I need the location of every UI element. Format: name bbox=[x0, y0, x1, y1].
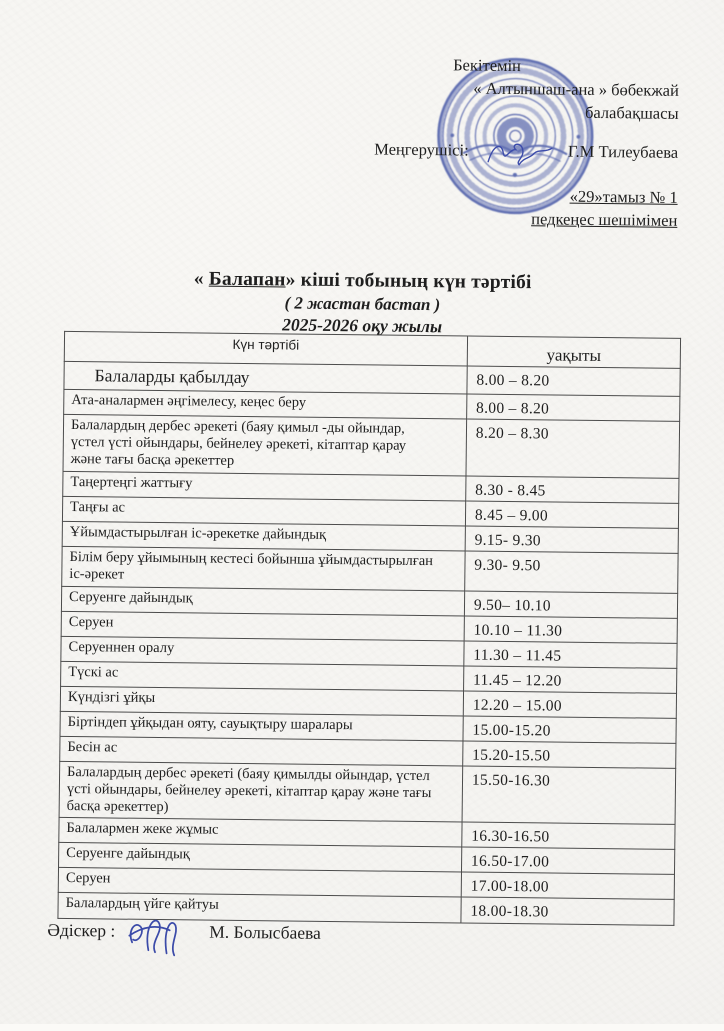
schedule-body bbox=[58, 361, 680, 924]
activity-cell: Балалардың дербес әрекеті (баяу қимыл -ды ойындар, үстел үсті ойындары, бейнелеу әрекеті, кітаптар қарау және тағы басқа әрекеттер bbox=[63, 415, 466, 476]
manager-signature bbox=[480, 138, 558, 169]
table-row bbox=[62, 546, 678, 593]
time-cell: 18.00-18.30 bbox=[461, 897, 674, 924]
table-row bbox=[59, 761, 676, 824]
time-cell: 10.10 – 11.30 bbox=[464, 616, 677, 643]
group-name: Балапан bbox=[208, 268, 286, 291]
methodist-signature-row bbox=[47, 920, 321, 944]
manager-label: Меңгерушісі: bbox=[374, 139, 469, 160]
time-cell: 17.00-18.00 bbox=[461, 872, 674, 899]
time-cell: 8.20 – 8.30 bbox=[466, 419, 680, 478]
school-year: 2025-2026 оқу жылы bbox=[282, 314, 443, 337]
time-cell: 8.00 – 8.20 bbox=[467, 366, 680, 397]
time-cell: 12.20 – 15.00 bbox=[463, 691, 676, 718]
time-cell: 11.30 – 11.45 bbox=[464, 641, 677, 668]
column-header-time: уақыты bbox=[467, 336, 680, 368]
table-row bbox=[63, 415, 680, 478]
time-cell: 8.30 - 8.45 bbox=[466, 476, 679, 503]
time-cell: 9.50– 10.10 bbox=[464, 591, 677, 618]
time-cell: 16.50-17.00 bbox=[461, 847, 674, 874]
org-name-line1: « Алтыншаш-ана » бөбекжай bbox=[473, 78, 679, 100]
time-cell: 15.20-15.50 bbox=[463, 741, 676, 768]
activity-cell: Түскі ас bbox=[61, 661, 464, 691]
council-decision-line: педкеңес шешімімен bbox=[531, 209, 678, 230]
manager-name: Г.М Тилеубаева bbox=[567, 141, 679, 163]
activity-cell: Ұйымдастырылған іс-әрекетке дайындық bbox=[62, 521, 465, 551]
activity-cell: Таңғы ас bbox=[62, 496, 465, 526]
column-header-activity: Күн тәртібі bbox=[64, 331, 467, 366]
methodist-label: Әдіскер : bbox=[47, 919, 116, 941]
time-cell: 9.30- 9.50 bbox=[465, 551, 679, 593]
time-cell: 16.30-16.50 bbox=[462, 822, 675, 849]
activity-cell: Біртіндеп ұйқыдан ояту, сауықтыру шаралары bbox=[60, 711, 463, 741]
activity-cell: Балалармен жеке жұмыс bbox=[59, 818, 462, 848]
daily-schedule-table bbox=[57, 331, 681, 925]
org-name-line2: балабақшасы bbox=[584, 102, 679, 123]
activity-cell: Серуенге дайындық bbox=[61, 586, 464, 616]
title-subtitle: ( 2 жастан бастап ) bbox=[284, 293, 441, 315]
time-cell: 15.50-16.30 bbox=[462, 766, 676, 825]
activity-cell: Ата-аналармен әңгімелесу, кеңес беру bbox=[64, 390, 467, 420]
activity-cell: Балаларды қабылдау bbox=[64, 361, 467, 394]
activity-cell: Серуен bbox=[61, 611, 464, 641]
activity-cell: Білім беру ұйымының кестесі бойынша ұйымдастырылған іс-әрекет bbox=[62, 546, 465, 590]
time-cell: 8.45 – 9.00 bbox=[465, 501, 678, 528]
approval-block bbox=[373, 53, 679, 232]
activity-cell: Серуен bbox=[58, 868, 461, 898]
time-cell: 9.15- 9.30 bbox=[465, 526, 678, 553]
protocol-line: «29»тамыз № 1 bbox=[569, 186, 678, 207]
activity-cell: Бесін ас bbox=[60, 736, 463, 766]
methodist-signature bbox=[125, 909, 186, 958]
time-cell: 15.00-15.20 bbox=[463, 716, 676, 743]
title-prefix: « bbox=[193, 268, 209, 290]
activity-cell: Балалардың дербес әрекеті (баяу қимылды ойындар, үстел үсті ойындары, бейнелеу әрекеті, кітаптар қарау және тағы басқа әрекеттер) bbox=[59, 761, 462, 822]
activity-cell: Серуеннен оралу bbox=[61, 636, 464, 666]
manager-signature-row bbox=[374, 139, 678, 165]
time-cell: 11.45 – 12.20 bbox=[463, 666, 676, 693]
title-block bbox=[0, 266, 724, 340]
time-cell: 8.00 – 8.20 bbox=[466, 394, 679, 421]
activity-cell: Таңертеңгі жаттығу bbox=[63, 471, 466, 501]
methodist-name: М. Болысбаева bbox=[209, 921, 321, 943]
activity-cell: Серуенге дайындық bbox=[59, 843, 462, 873]
activity-cell: Балалардың үйге қайтуы bbox=[58, 893, 461, 923]
activity-cell: Күндізгі ұйқы bbox=[60, 686, 463, 716]
title-suffix: » кіші тобының күн тәртібі bbox=[285, 269, 532, 294]
approve-word: Бекітемін bbox=[453, 55, 522, 76]
